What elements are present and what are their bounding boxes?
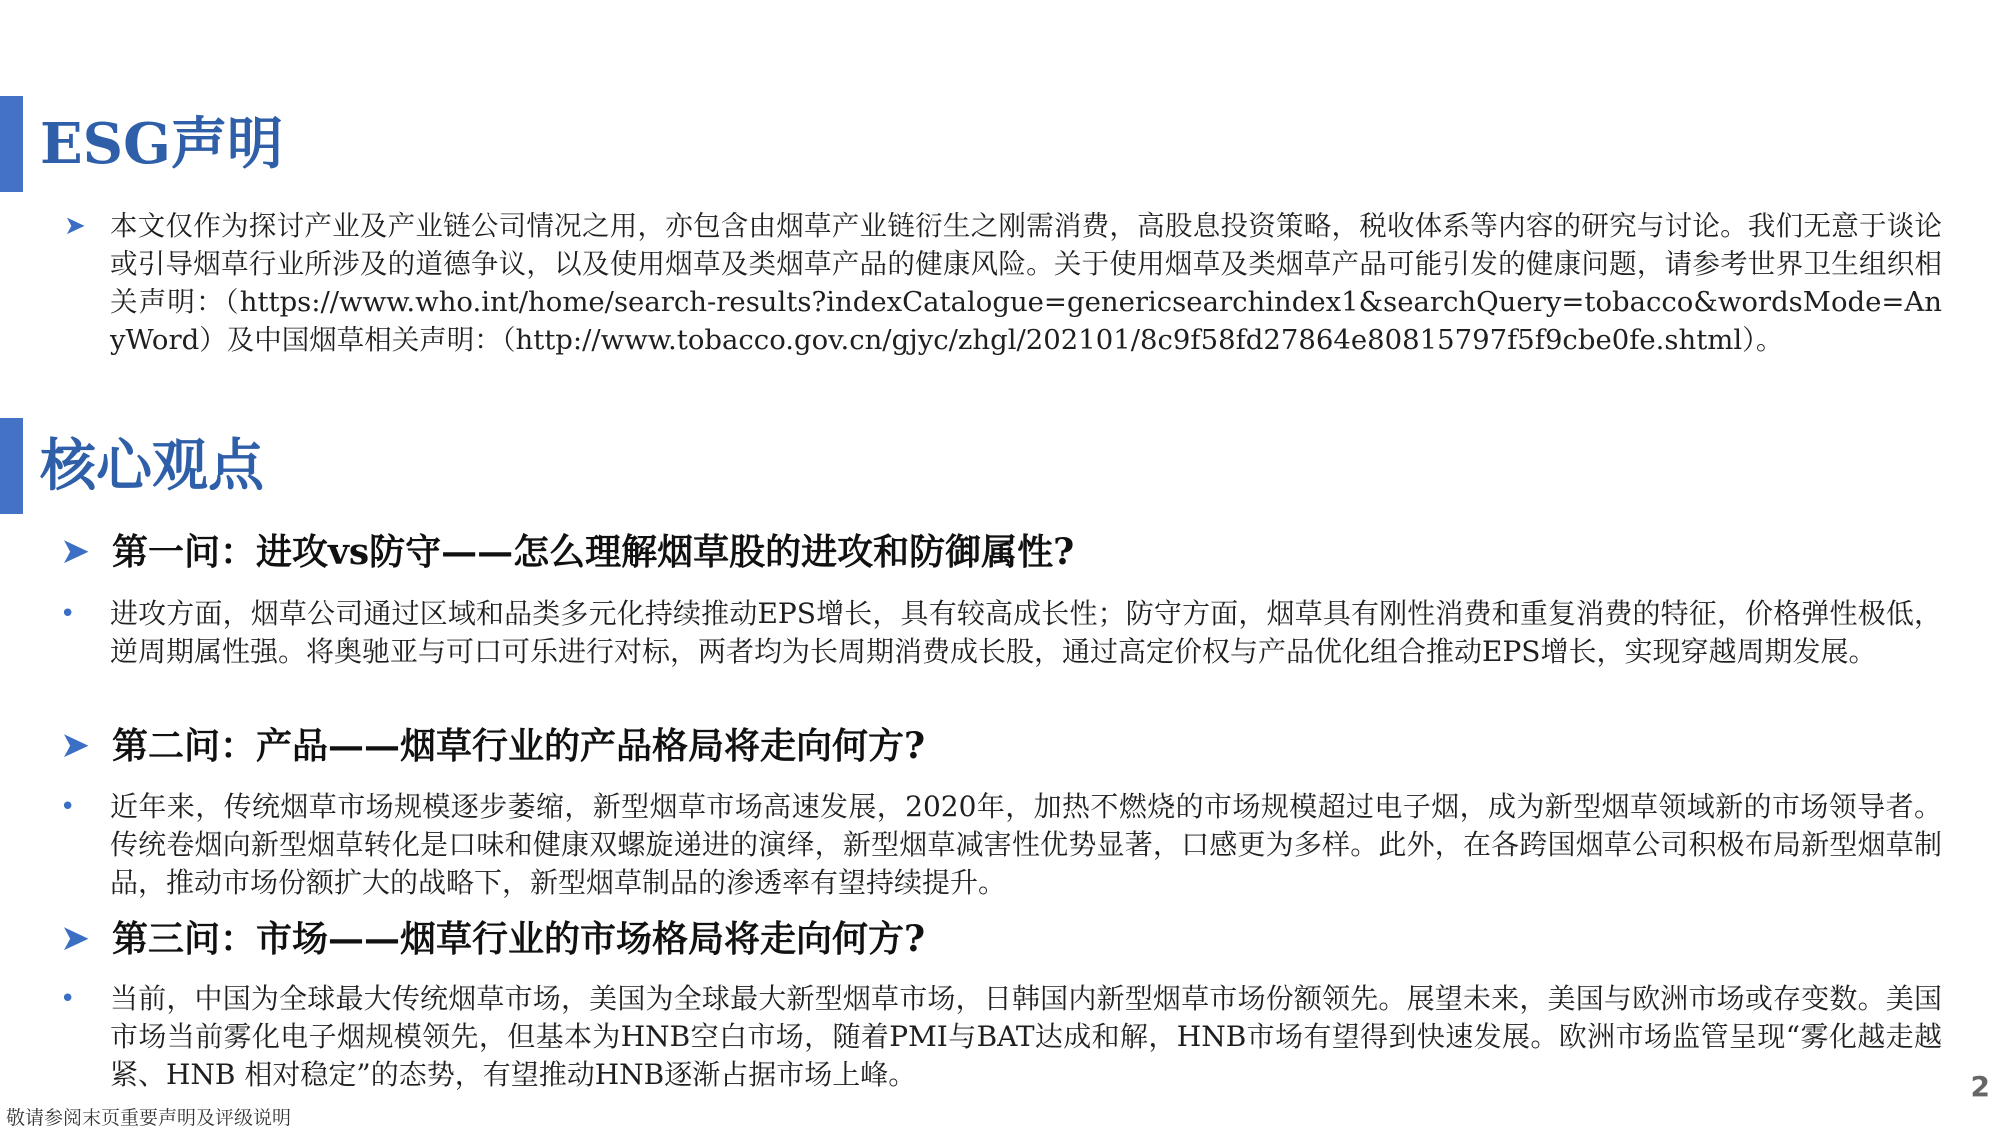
disclaimer-footer: 敬请参阅末页重要声明及评级说明 <box>6 1107 292 1129</box>
arrow-bullet-icon: ➤ <box>60 918 91 959</box>
question-1-text: 进攻方面，烟草公司通过区域和品类多元化持续推动EPS增长，具有较高成长性；防守方面，烟草具有刚性消费和重复消费的特征，价格弹性极低，逆周期属性强。将奥驰亚与可口可乐进行对标，两者均为长周期消费成长股，通过高定价权与产品优化组合推动EPS增长，实现穿越周期发展。 <box>110 597 1942 668</box>
question-2-text: 近年来，传统烟草市场规模逐步萎缩，新型烟草市场高速发展，2020年，加热不燃烧的市场规模超过电子烟，成为新型烟草领域新的市场领导者。传统卷烟向新型烟草转化是口味和健康双螺旋递进的演绎，新型烟草减害性优势显著，口感更为多样。此外，在各跨国烟草公司积极布局新型烟草制品，推动市场份额扩大的战略下，新型烟草制品的渗透率有望持续提升。 <box>110 790 1942 899</box>
esg-statement-text: 本文仅作为探讨产业及产业链公司情况之用，亦包含由烟草产业链衍生之刚需消费，高股息投资策略，税收体系等内容的研究与讨论。我们无意于谈论或引导烟草行业所涉及的道德争议，以及使用烟草及类烟草产品的健康风险。关于使用烟草及类烟草产品可能引发的健康问题，请参考世界卫生组织相关声明：（https://www.who.int/home/search-results?indexCatalogue=genericsearchindex1&searchQuery=tobacco&wordsMode=AnyWord）及中国烟草相关声明：（http://www.tobacco.gov.cn/gjyc/zhgl/202101/8c9f58fd27864e80815797f5f9cbe0fe.shtml）。 <box>110 210 1942 356</box>
question-3-title: 第三问：市场——烟草行业的市场格局将走向何方? <box>112 918 926 960</box>
question-3-text: 当前，中国为全球最大传统烟草市场，美国为全球最大新型烟草市场，日韩国内新型烟草市场份额领先。展望未来，美国与欧洲市场或存变数。美国市场当前雾化电子烟规模领先，但基本为HNB空白市场，随着PMI与BAT达成和解，HNB市场有望得到快速发展。欧洲市场监管呈现“雾化越走越紧、HNB 相对稳定”的态势，有望推动HNB逐渐占据市场上峰。 <box>110 982 1942 1091</box>
section-accent-bar <box>0 96 23 192</box>
page-number: 2 <box>1970 1070 1990 1103</box>
arrow-bullet-icon: ➤ <box>60 531 91 572</box>
core-title: 核心观点 <box>40 433 264 499</box>
question-1-title: 第一问：进攻vs防守——怎么理解烟草股的进攻和防御属性? <box>112 531 1075 573</box>
esg-title: ESG声明 <box>40 111 283 177</box>
section-accent-bar <box>0 418 23 514</box>
arrow-bullet-icon: ➤ <box>60 725 91 766</box>
question-2-title: 第二问：产品——烟草行业的产品格局将走向何方? <box>112 725 926 767</box>
arrow-bullet-icon: ➤ <box>64 211 86 241</box>
dot-bullet-icon: • <box>60 792 76 822</box>
dot-bullet-icon: • <box>60 599 76 629</box>
dot-bullet-icon: • <box>60 984 76 1014</box>
